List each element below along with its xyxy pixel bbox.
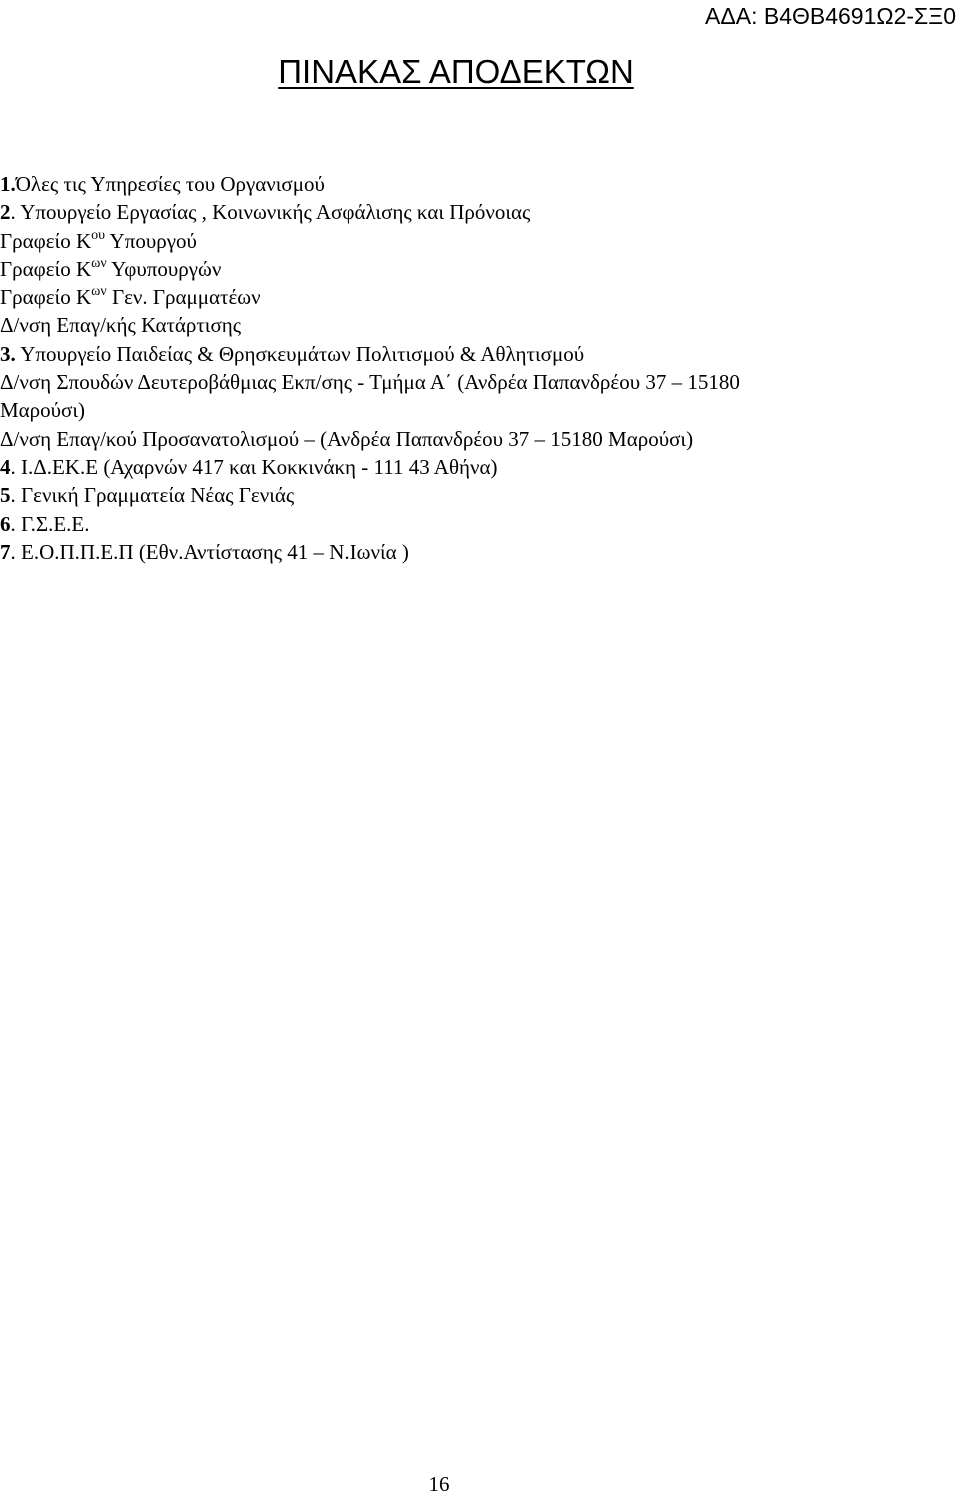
list-item [0, 481, 955, 509]
item-text: . Υπουργείο Εργασίας , Κοινωνικής Ασφάλισης και Πρόνοιας [10, 200, 531, 225]
item-number: 1. [0, 172, 16, 196]
item-text: . Ι.Δ.ΕΚ.Ε (Αχαρνών 417 και Κοκκινάκη - 111 43 Αθήνα) [10, 454, 498, 479]
item-text: Υπουργείο Παιδείας & Θρησκευμάτων Πολιτισμού & Αθλητισμού [15, 341, 585, 366]
list-item [0, 510, 955, 538]
item-text: . Ε.Ο.Π.Π.Ε.Π (Εθν.Αντίστασης 41 – Ν.Ιωνία ) [10, 539, 409, 564]
recipients-list [0, 170, 955, 566]
list-subitem: Δ/νση Σπουδών Δευτεροβάθμιας Εκπ/σης - Τμήμα Α΄ (Ανδρέα Παπανδρέου 37 – 15180 [0, 370, 740, 395]
list-subitem: Δ/νση Επαγ/κού Προσανατολισμού – (Ανδρέα Παπανδρέου 37 – 15180 Μαρούσι) [0, 426, 694, 451]
item-text: . Γενική Γραμματεία Νέας Γενιάς [10, 483, 295, 508]
item-number: 6 [0, 511, 11, 536]
list-subitem: Δ/νση Επαγ/κής Κατάρτισης [0, 313, 242, 338]
list-item [0, 538, 955, 566]
list-item [0, 198, 955, 226]
list-subitem: Γραφείο $K^{o\upsilon}$ Υπουργού [0, 227, 197, 253]
list-item [0, 340, 955, 368]
item-text: . Γ.Σ.Ε.Ε. [10, 511, 90, 536]
list-subitem: Γραφείο $K^{\omega\nu}$ Υφυπουργών [0, 255, 222, 281]
list-item [0, 170, 955, 198]
item-text: Όλες τις Υπηρεσίες του Οργανισμού [15, 172, 325, 196]
list-item [0, 453, 955, 481]
page-number: 16 [428, 1472, 450, 1496]
item-number: 5 [0, 483, 11, 508]
document-title: ΠΙΝΑΚΑΣ ΑΠΟΔΕΚΤΩΝ [278, 53, 634, 90]
item-number: 3. [0, 341, 16, 366]
item-number: 4 [0, 454, 11, 479]
item-number: 7 [0, 539, 11, 564]
list-subitem: Μαρούσι) [0, 398, 86, 423]
list-subitem: Γραφείο $K^{\omega\nu}$ Γεν. Γραμματέων [0, 284, 261, 310]
item-number: 2 [0, 200, 11, 225]
ada-code: ΑΔΑ: Β4ΘΒ4691Ω2-ΣΞ0 [705, 3, 956, 29]
